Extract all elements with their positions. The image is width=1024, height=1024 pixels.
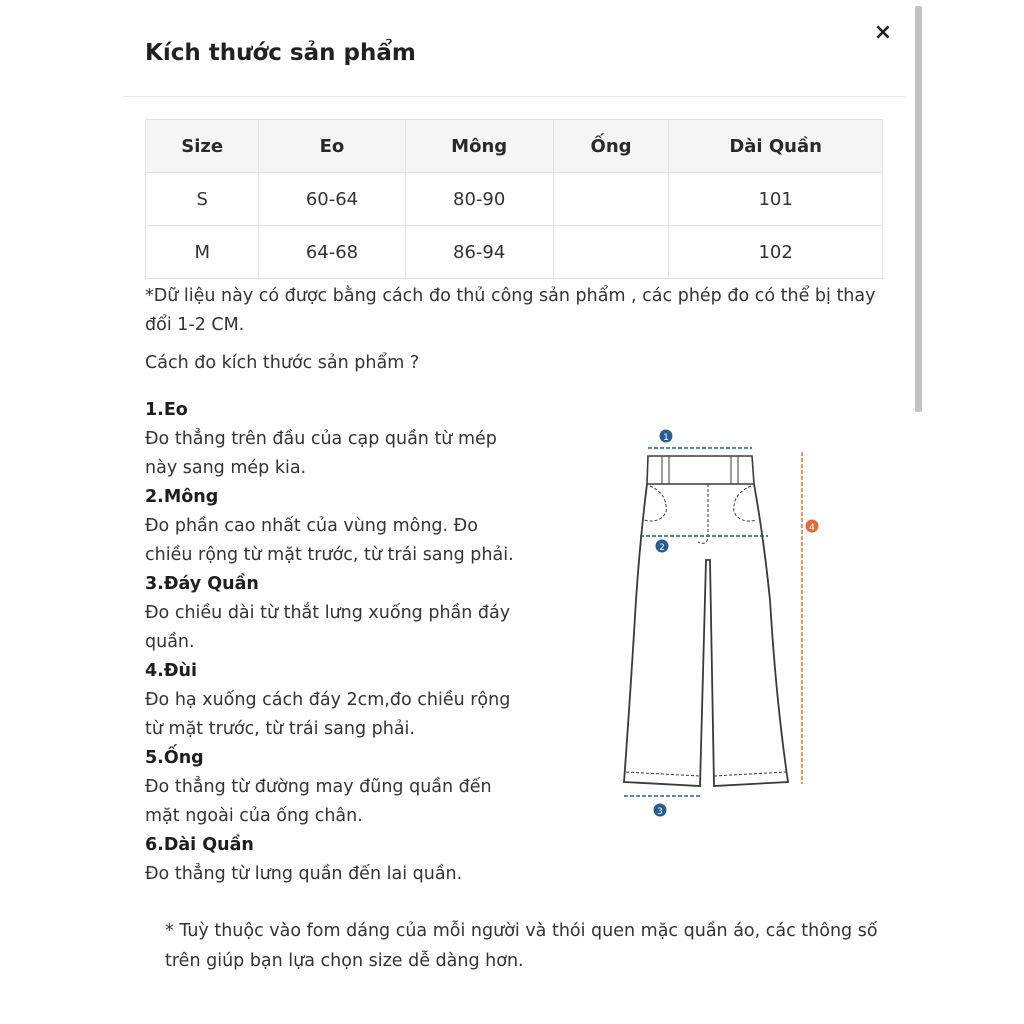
belt-loop (662, 456, 669, 484)
guide-step-title: 5.Ống (145, 748, 204, 768)
table-cell: S (146, 173, 259, 226)
guide-step-text: Đo phần cao nhất của vùng mông. Đo chiều rộng từ mặt trước, từ trái sang phải. (145, 516, 514, 565)
guide-step-title: 2.Mông (145, 487, 219, 507)
table-cell: 102 (669, 226, 883, 279)
size-table (145, 119, 883, 279)
fly-stitch (698, 484, 708, 543)
pocket (734, 486, 757, 521)
marker-label: 3 (657, 807, 663, 817)
pants-measurement-diagram (600, 420, 840, 830)
guide-step-text: Đo thẳng từ đường may đũng quần đến mặt ngoài của ống chân. (145, 777, 492, 826)
marker-label: 4 (809, 523, 815, 533)
header-divider (123, 96, 905, 97)
measurement-note: *Dữ liệu này có được bằng cách đo thủ công sản phẩm , các phép đo có thể bị thay đổi 1-2 CM. (145, 286, 876, 335)
pocket (644, 486, 666, 521)
close-icon[interactable]: × (873, 20, 893, 45)
header-eo: Eo (259, 120, 405, 173)
marker-label: 2 (659, 543, 665, 553)
guide-step-text: Đo chiều dài từ thắt lưng xuống phần đáy quần. (145, 603, 511, 652)
table-cell: M (146, 226, 259, 279)
header-dai-quan: Dài Quần (669, 120, 883, 173)
guide-step-text: Đo thẳng từ lưng quần đến lai quần. (145, 864, 463, 884)
hem-stitch (714, 772, 786, 776)
guide-step-text: Đo hạ xuống cách đáy 2cm,đo chiều rộng từ mặt trước, từ trái sang phải. (145, 690, 511, 739)
howto-title: Cách đo kích thước sản phẩm ? (145, 353, 420, 373)
footnote: * Tuỳ thuộc vào fom dáng của mỗi người và thói quen mặc quần áo, các thông số trên giúp bạn lựa chọn size dễ dàng hơn. (165, 921, 878, 971)
modal-title: Kích thước sản phẩm (145, 40, 416, 66)
guide-step-title: 1.Eo (145, 400, 188, 420)
table-cell: 80-90 (405, 173, 553, 226)
scrollbar[interactable] (915, 6, 922, 412)
table-header-row (146, 120, 883, 173)
header-ong: Ống (553, 120, 668, 173)
table-row (146, 226, 883, 279)
table-cell (553, 226, 668, 279)
table-row (146, 173, 883, 226)
table-cell: 64-68 (259, 226, 405, 279)
guide-step-text: Đo thẳng trên đầu của cạp quần từ mép này sang mép kia. (145, 429, 497, 478)
belt-loop (731, 456, 738, 484)
marker-label: 1 (663, 433, 669, 443)
table-cell: 60-64 (259, 173, 405, 226)
guide-step-title: 4.Đùi (145, 661, 197, 681)
table-cell (553, 173, 668, 226)
pants-outline (624, 484, 788, 786)
table-cell: 101 (669, 173, 883, 226)
hem-stitch (626, 772, 700, 776)
header-size: Size (146, 120, 259, 173)
guide-step-title: 6.Dài Quần (145, 835, 254, 855)
guide-step-title: 3.Đáy Quần (145, 574, 259, 594)
measurement-guide (145, 396, 525, 889)
header-mong: Mông (405, 120, 553, 173)
table-cell: 86-94 (405, 226, 553, 279)
